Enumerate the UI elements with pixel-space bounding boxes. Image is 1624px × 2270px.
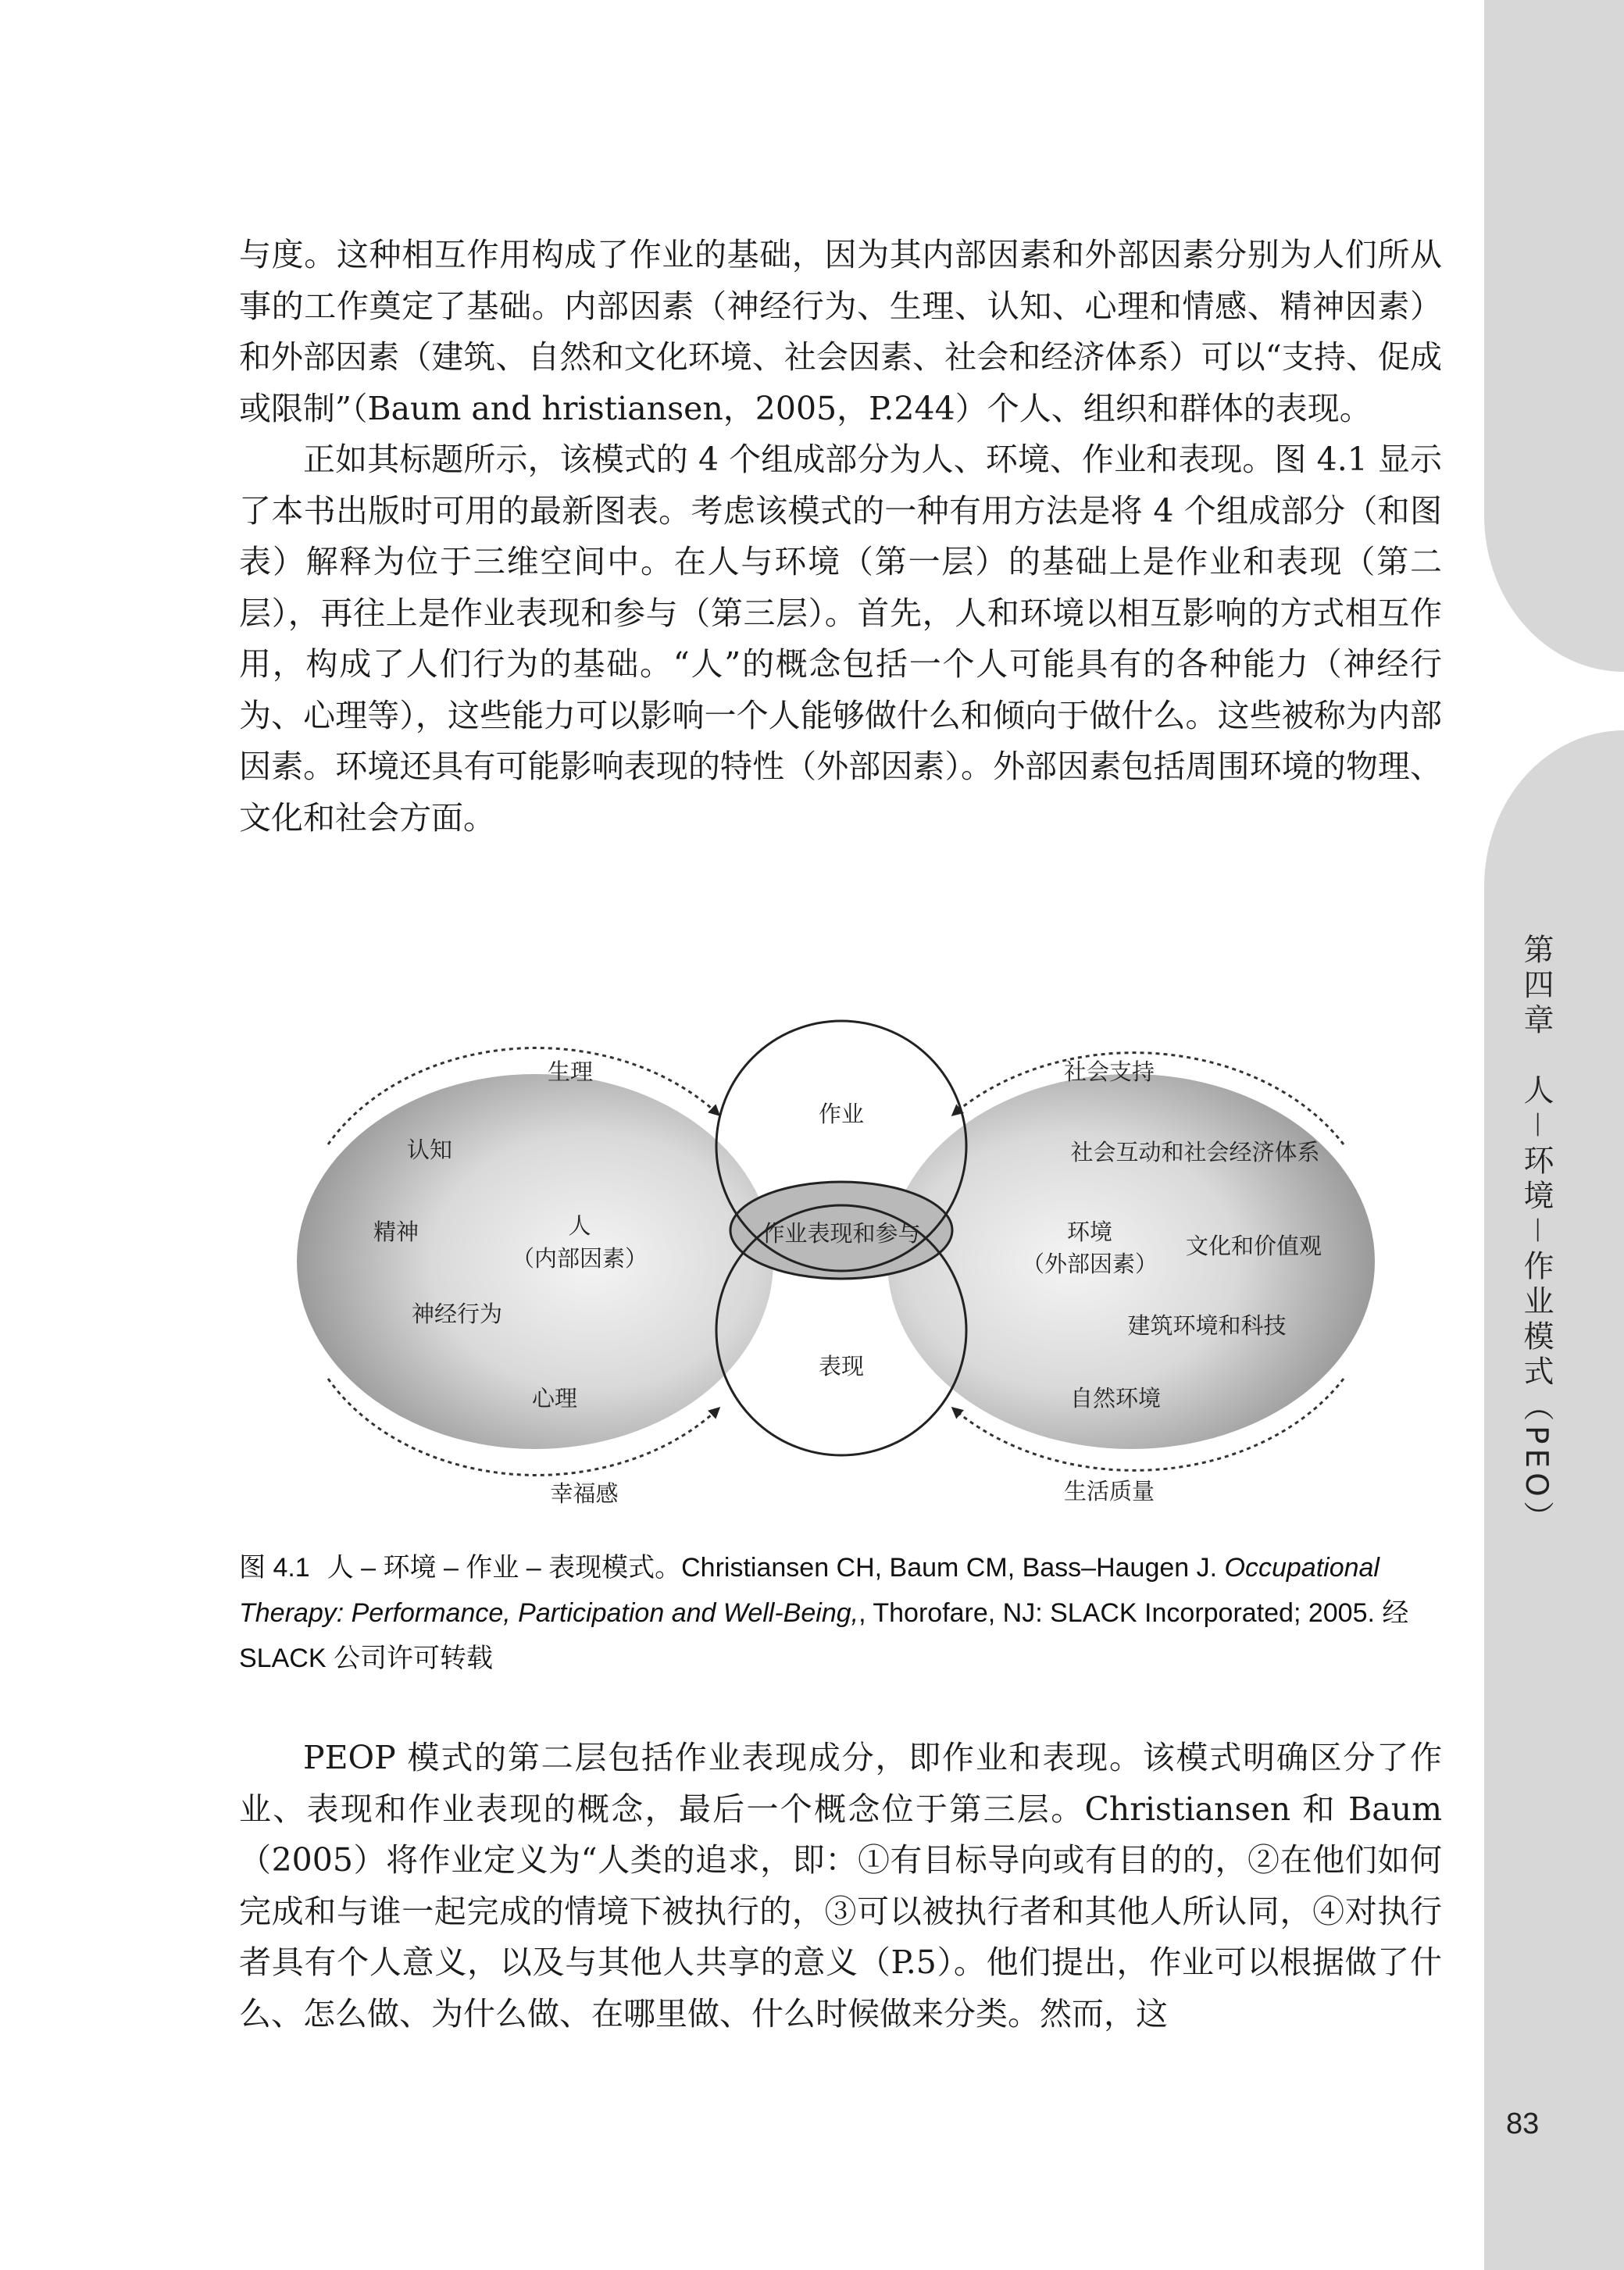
person-bottom: 幸福感 — [550, 1480, 619, 1507]
caption-title: 人 – 环境 – 作业 – 表现模式。 — [327, 1553, 682, 1583]
center-label: 作业表现和参与 — [762, 1220, 921, 1247]
peop-diagram — [297, 1004, 1375, 1519]
person-item: 精神 — [373, 1219, 419, 1245]
paragraph: PEOP 模式的第二层包括作业表现成分，即作业和表现。该模式明确区分了作业、表现和作业表现的概念，最后一个概念位于第三层。Christiansen 和 Baum（2005）将作业定义为“人类的追求，即：①有目标导向或有目的的，②在他们如何完成和与谁一起完成的情境下被执行的，③可以被执行者和其他人所认同，④对执行者具有个人意义，以及与其他人共享的意义（P.5）。他们提出，作业可以根据做了什么、怎么做、为什么做、在哪里做、什么时候做来分类。然而，这 — [239, 1739, 1442, 2033]
environment-bottom: 生活质量 — [1063, 1478, 1155, 1504]
paragraph: 与度。这种相互作用构成了作业的基础，因为其内部因素和外部因素分别为人们所从事的工作奠定了基础。内部因素（神经行为、生理、认知、心理和情感、精神因素）和外部因素（建筑、自然和文化环境、社会因素、社会和经济体系）可以“支持、促成或限制”（Baum and hristiansen，2005，P.244）个人、组织和群体的表现。 — [239, 236, 1442, 427]
environment-item: 建筑环境和科技 — [1127, 1312, 1287, 1339]
caption-book: Occupational Therapy: Performance, Participation and Well-Being, — [239, 1553, 1380, 1628]
caption-citation: Christiansen CH, Baum CM, Bass–Haugen J. — [681, 1553, 1225, 1583]
person-item: 生理 — [547, 1058, 594, 1085]
environment-center: 环境 — [1066, 1219, 1113, 1245]
peop-figure — [297, 1004, 1375, 1519]
performance-label: 表现 — [818, 1353, 865, 1379]
caption-label: 图 4.1 — [239, 1553, 310, 1583]
person-center: 人 — [568, 1212, 591, 1239]
environment-center-sub: （外部因素） — [1021, 1251, 1158, 1277]
environment-item: 社会互动和社会经济体系 — [1070, 1139, 1320, 1165]
person-item: 神经行为 — [411, 1301, 503, 1327]
figure-caption — [239, 1545, 1442, 1681]
chapter-title: 第四章 人－环境－作业模式（PEO） — [1519, 933, 1554, 1537]
person-item: 心理 — [531, 1385, 578, 1412]
occupation-label: 作业 — [818, 1101, 865, 1127]
person-item: 认知 — [406, 1137, 453, 1163]
body-bottom — [239, 1733, 1442, 2040]
environment-item: 自然环境 — [1069, 1385, 1162, 1412]
person-center-sub: （内部因素） — [511, 1245, 648, 1272]
page-number: 83 — [1506, 2108, 1540, 2140]
caption-permission: 经 SLACK 公司许可转载 — [239, 1598, 1409, 1673]
environment-item: 文化和价值观 — [1185, 1233, 1322, 1259]
paragraph: 正如其标题所示，该模式的 4 个组成部分为人、环境、作业和表现。图 4.1 显示了本书出版时可用的最新图表。考虑该模式的一种有用方法是将 4 个组成部分（和图表）解释为位于三维空间中。在人与环境（第一层）的基础上是作业和表现（第二层），再往上是作业表现和参与（第三层）。首先，人和环境以相互影响的方式相互作用，构成了人们行为的基础。“人”的概念包括一个人可能具有的各种能力（神经行为、心理等），这些能力可以影响一个人能够做什么和倾向于做什么。这些被称为内部因素。环境还具有可能影响表现的特性（外部因素）。外部因素包括周围环境的物理、文化和社会方面。 — [239, 441, 1442, 837]
side-tab-top — [1484, 0, 1624, 672]
body-top — [239, 230, 1442, 844]
environment-item: 社会支持 — [1063, 1058, 1155, 1085]
caption-publisher: , Thorofare, NJ: SLACK Incorporated; 2005. — [858, 1598, 1383, 1628]
